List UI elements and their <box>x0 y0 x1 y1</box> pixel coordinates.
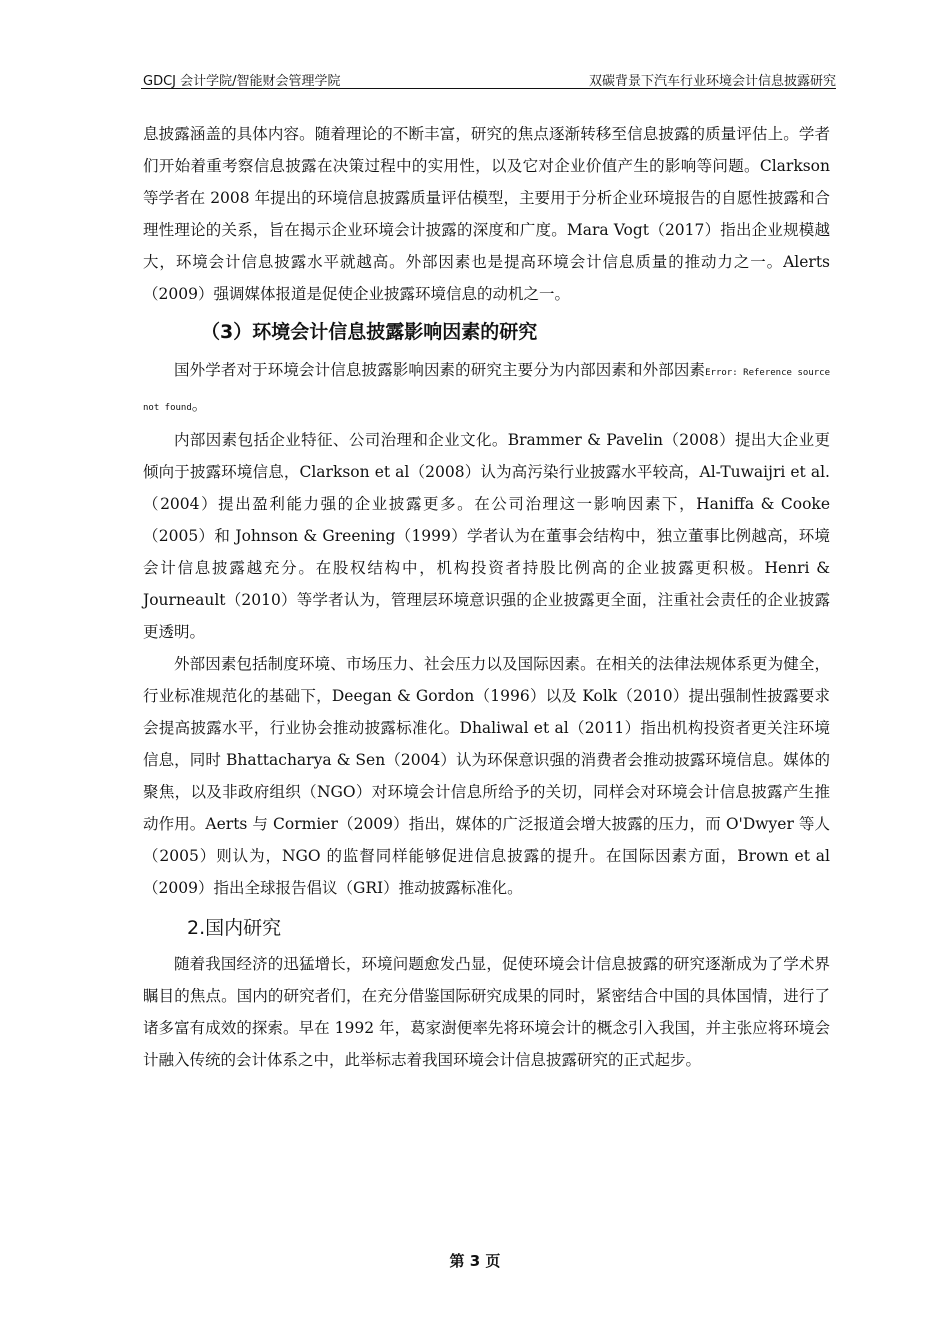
paragraph-foreign-research-intro <box>143 354 830 424</box>
paragraph-domestic-research: 随着我国经济的迅猛增长，环境问题愈发凸显，促使环境会计信息披露的研究逐渐成为了学术界瞩目的焦点。国内的研究者们，在充分借鉴国际研究成果的同时，紧密结合中国的具体国情，进行了诸多富有成效的探索。早在 1992 年，葛家澍便率先将环境会计的概念引入我国，并主张应将环境会计融入传统的会计体系之中，此举标志着我国环境会计信息披露研究的正式起步。 <box>143 955 830 1069</box>
header-thesis-title: 双碳背景下汽车行业环境会计信息披露研究 <box>588 74 836 89</box>
section-heading-domestic-research: 2.国内研究 <box>187 917 282 939</box>
paragraph-text: 国外学者对于环境会计信息披露影响因素的研究主要分为内部因素和外部因素 <box>174 361 706 379</box>
header-institution: GDCJ 会计学院/智能财会管理学院 <box>143 74 341 89</box>
body-text <box>143 118 830 1076</box>
section-heading-influencing-factors: （3）环境会计信息披露影响因素的研究 <box>201 321 538 343</box>
paragraph-internal-factors: 内部因素包括企业特征、公司治理和企业文化。Brammer & Pavelin（2008）提出大企业更倾向于披露环境信息，Clarkson et al（2008）认为高污染行业披露水平较高，Al-Tuwaijri et al.（2004）提出盈利能力强的企业披露更多。在公司治理这一影响因素下，Haniffa & Cooke（2005）和 Johnson & Greening（1999）学者认为在董事会结构中，独立董事比例越高，环境会计信息披露越充分。在股权结构中，机构投资者持股比例高的企业披露更积极。Henri & Journeault（2010）等学者认为，管理层环境意识强的企业披露更全面，注重社会责任的企业披露更透明。 <box>143 431 830 641</box>
header-divider <box>141 88 836 89</box>
page-number: 第 3 页 <box>449 1252 501 1270</box>
paragraph-end-mark: 。 <box>191 396 208 414</box>
reference-error-text: Error: Reference source not found <box>143 368 830 413</box>
paragraph-continued: 息披露涵盖的具体内容。随着理论的不断丰富，研究的焦点逐渐转移至信息披露的质量评估上。学者们开始着重考察信息披露在决策过程中的实用性，以及它对企业价值产生的影响等问题。Clarkson 等学者在 2008 年提出的环境信息披露质量评估模型，主要用于分析企业环境报告的自愿性披露和合理性理论的关系，旨在揭示企业环境会计披露的深度和广度。Mara Vogt（2017）指出企业规模越大，环境会计信息披露水平就越高。外部因素也是提高环境会计信息质量的推动力之一。Alerts（2009）强调媒体报道是促使企业披露环境信息的动机之一。 <box>143 125 830 303</box>
page-header <box>143 70 836 88</box>
paragraph-external-factors: 外部因素包括制度环境、市场压力、社会压力以及国际因素。在相关的法律法规体系更为健全，行业标准规范化的基础下，Deegan & Gordon（1996）以及 Kolk（2010）提出强制性披露要求会提高披露水平，行业协会推动披露标准化。Dhaliwal et al（2011）指出机构投资者更关注环境信息，同时 Bhattacharya & Sen（2004）认为环保意识强的消费者会推动披露环境信息。媒体的聚焦，以及非政府组织（NGO）对环境会计信息所给予的关切，同样会对环境会计信息披露产生推动作用。Aerts 与 Cormier（2009）指出，媒体的广泛报道会增大披露的压力，而 O'Dwyer 等人（2005）则认为，NGO 的监督同样能够促进信息披露的提升。在国际因素方面，Brown et al（2009）指出全球报告倡议（GRI）推动披露标准化。 <box>143 655 830 897</box>
